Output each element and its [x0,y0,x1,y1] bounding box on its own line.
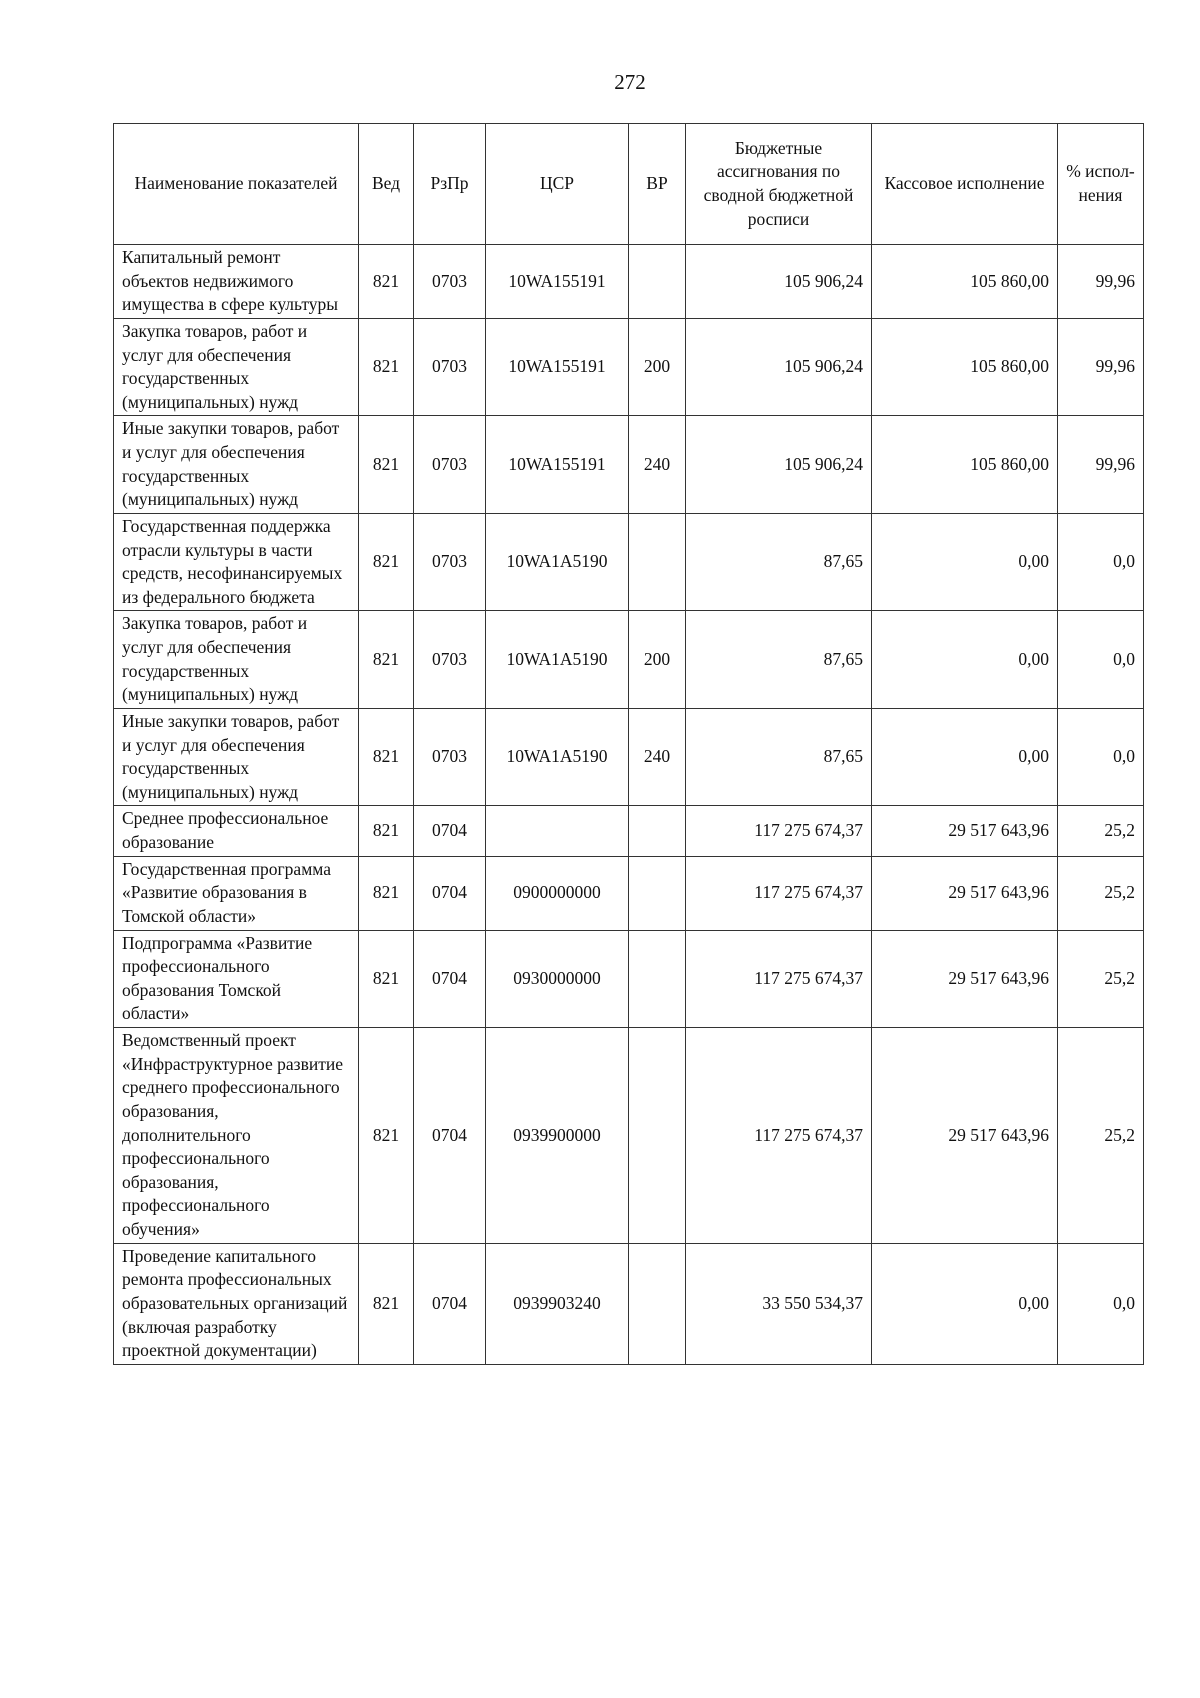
cell-budget: 33 550 534,37 [686,1243,872,1364]
table-row [114,318,1144,416]
cell-csr: 10WA155191 [486,318,629,416]
cell-ved: 821 [359,1243,414,1364]
cell-csr: 0900000000 [486,856,629,930]
cell-ved: 821 [359,708,414,806]
cell-pct: 25,2 [1058,856,1144,930]
cell-vr: 240 [629,416,686,514]
cell-budget: 87,65 [686,611,872,709]
cell-ved: 821 [359,318,414,416]
cell-name: Закупка товаров, работ и услуг для обеспечения государственных (муниципальных) нужд [114,318,359,416]
cell-ved: 821 [359,930,414,1028]
cell-cash: 105 860,00 [872,416,1058,514]
cell-name: Иные закупки товаров, работ и услуг для обеспечения государственных (муниципальных) нужд [114,416,359,514]
header-rzpr: РзПр [414,124,486,245]
page-number: 272 [614,70,646,94]
cell-pct: 0,0 [1058,611,1144,709]
header-vr: ВР [629,124,686,245]
cell-name: Капитальный ремонт объектов недвижимого имущества в сфере культуры [114,245,359,319]
cell-pct: 0,0 [1058,1243,1144,1364]
table-row [114,245,1144,319]
cell-rzpr: 0703 [414,416,486,514]
cell-csr [486,806,629,856]
cell-vr: 200 [629,611,686,709]
cell-name: Государственная поддержка отрасли культуры в части средств, несофинансируемых из федерального бюджета [114,513,359,611]
cell-rzpr: 0704 [414,1028,486,1244]
cell-vr: 240 [629,708,686,806]
cell-budget: 117 275 674,37 [686,1028,872,1244]
cell-ved: 821 [359,611,414,709]
cell-cash: 29 517 643,96 [872,806,1058,856]
header-name: Наименование показателей [114,124,359,245]
table-row [114,930,1144,1028]
budget-execution-table [113,123,1144,1365]
cell-ved: 821 [359,513,414,611]
cell-csr: 10WA1A5190 [486,708,629,806]
table-row [114,708,1144,806]
cell-pct: 25,2 [1058,930,1144,1028]
cell-budget: 87,65 [686,708,872,806]
cell-rzpr: 0703 [414,245,486,319]
cell-csr: 10WA1A5190 [486,513,629,611]
cell-vr [629,930,686,1028]
cell-rzpr: 0704 [414,856,486,930]
cell-pct: 25,2 [1058,1028,1144,1244]
cell-rzpr: 0703 [414,318,486,416]
table-row [114,1243,1144,1364]
header-cash: Кассовое исполнение [872,124,1058,245]
cell-vr [629,856,686,930]
cell-pct: 0,0 [1058,708,1144,806]
cell-name: Подпрограмма «Развитие профессионального образования Томской области» [114,930,359,1028]
cell-cash: 0,00 [872,1243,1058,1364]
cell-rzpr: 0704 [414,1243,486,1364]
table-row [114,806,1144,856]
cell-name: Среднее профессиональное образование [114,806,359,856]
cell-csr: 10WA155191 [486,245,629,319]
cell-vr [629,513,686,611]
cell-cash: 0,00 [872,611,1058,709]
cell-ved: 821 [359,1028,414,1244]
header-ved: Вед [359,124,414,245]
cell-cash: 29 517 643,96 [872,856,1058,930]
cell-name: Ведомственный проект «Инфраструктурное развитие среднего профессионального образования, дополнительного профессионального образования, профессионального обучения» [114,1028,359,1244]
cell-rzpr: 0703 [414,611,486,709]
cell-csr: 10WA155191 [486,416,629,514]
cell-pct: 99,96 [1058,245,1144,319]
table-row [114,513,1144,611]
cell-budget: 117 275 674,37 [686,806,872,856]
header-budget: Бюджетные ассигнования по сводной бюджетной росписи [686,124,872,245]
cell-csr: 0930000000 [486,930,629,1028]
table-row [114,856,1144,930]
cell-csr: 0939903240 [486,1243,629,1364]
table-row [114,611,1144,709]
table-row [114,416,1144,514]
cell-name: Государственная программа «Развитие образования в Томской области» [114,856,359,930]
cell-name: Проведение капитального ремонта профессиональных образовательных организаций (включая разработку проектной документации) [114,1243,359,1364]
cell-ved: 821 [359,245,414,319]
cell-csr: 0939900000 [486,1028,629,1244]
cell-budget: 117 275 674,37 [686,930,872,1028]
cell-budget: 87,65 [686,513,872,611]
cell-vr: 200 [629,318,686,416]
cell-vr [629,1243,686,1364]
cell-pct: 0,0 [1058,513,1144,611]
cell-pct: 99,96 [1058,318,1144,416]
cell-vr [629,245,686,319]
cell-rzpr: 0703 [414,513,486,611]
cell-vr [629,1028,686,1244]
cell-ved: 821 [359,856,414,930]
cell-cash: 0,00 [872,708,1058,806]
cell-rzpr: 0704 [414,806,486,856]
table-row [114,1028,1144,1244]
cell-csr: 10WA1A5190 [486,611,629,709]
cell-cash: 105 860,00 [872,318,1058,416]
cell-cash: 105 860,00 [872,245,1058,319]
cell-pct: 25,2 [1058,806,1144,856]
cell-rzpr: 0704 [414,930,486,1028]
header-pct: % испол-нения [1058,124,1144,245]
cell-pct: 99,96 [1058,416,1144,514]
cell-name: Иные закупки товаров, работ и услуг для обеспечения государственных (муниципальных) нужд [114,708,359,806]
cell-budget: 105 906,24 [686,318,872,416]
cell-ved: 821 [359,806,414,856]
cell-name: Закупка товаров, работ и услуг для обеспечения государственных (муниципальных) нужд [114,611,359,709]
cell-budget: 105 906,24 [686,245,872,319]
cell-budget: 117 275 674,37 [686,856,872,930]
cell-rzpr: 0703 [414,708,486,806]
header-csr: ЦСР [486,124,629,245]
cell-budget: 105 906,24 [686,416,872,514]
cell-cash: 29 517 643,96 [872,1028,1058,1244]
cell-cash: 29 517 643,96 [872,930,1058,1028]
cell-vr [629,806,686,856]
cell-ved: 821 [359,416,414,514]
table-header-row [114,124,1144,245]
cell-cash: 0,00 [872,513,1058,611]
